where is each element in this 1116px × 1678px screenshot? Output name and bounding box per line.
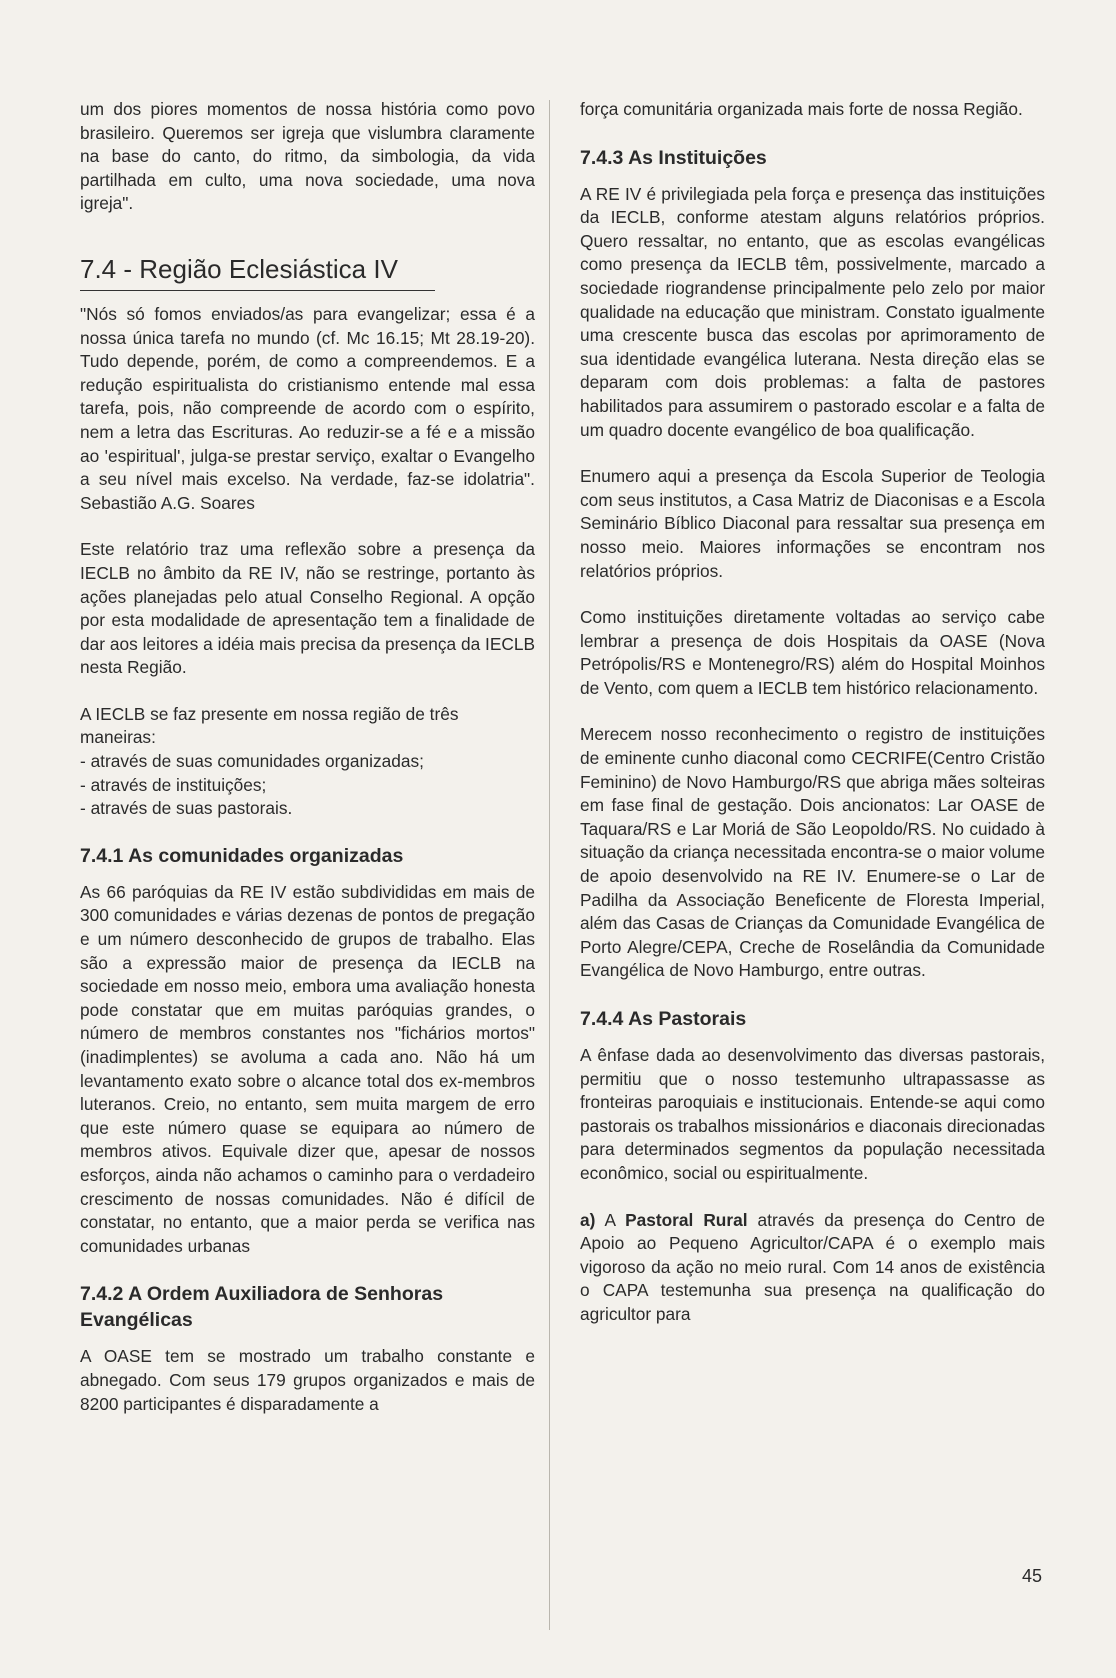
- section-heading-region: 7.4 - Região Eclesiástica IV: [80, 254, 435, 291]
- continued-paragraph: força comunitária organizada mais forte de nossa Região.: [580, 99, 1023, 119]
- heading-7-4-2: 7.4.2 A Ordem Auxiliadora de Senhoras Evangélicas: [80, 1283, 444, 1332]
- heading-7-4-3: 7.4.3 As Instituições: [580, 146, 767, 169]
- item-label: a): [580, 1209, 596, 1230]
- list-item: - através de suas pastorais.: [80, 797, 535, 821]
- page-number: 45: [1022, 1566, 1043, 1586]
- quote-paragraph: "Nós só fomos enviados/as para evangelizar; essa é a nossa única tarefa no mundo (cf. Mc 16.15; Mt 28.19-20). Tudo depende, porém, de como a compreendemos. E a redução espiritualista do cristianismo entende mal essa tarefa, pois, não compreende de acordo com o espírito, nem a letra das Escrituras. Ao reduzir-se a fé e a missão ao 'espiritual', julga-se prestar serviço, exaltar o Evangelho a seu nível mais excelso. Na verdade, faz-se idolatria". Sebastião A.G. Soares: [80, 303, 535, 513]
- right-column: [580, 98, 1045, 1350]
- intro-paragraph: um dos piores momentos de nossa história como povo brasileiro. Queremos ser igreja que vislumbra claramente na base do canto, do ritmo, da simbologia, da vida partilhada em culto, uma nova sociedade, uma nova igreja".: [80, 99, 535, 214]
- rural-pastoral-paragraph: [580, 1209, 1045, 1327]
- paragraph-7-4-1: As 66 paróquias da RE IV estão subdivididas em mais de 300 comunidades e várias dezenas de pontos de pregação e um número desconhecido de grupos de trabalho. Elas são a expressão maior de presença da IECLB na sociedade em nosso meio, embora uma avaliação honesta pode constatar que em muitas paróquias grandes, o número de membros constantes nos "fichários mortos"(inadimplentes) se avoluma a cada ano. Não há um levantamento exato sobre o alcance total dos ex-membros luteranos. Creio, no entanto, sem muita margem de erro que este número quase se equipara ao número de membros ativos. Equivale dizer que, apesar de nossos esforços, ainda não achamos o caminho para o verdadeiro crescimento de nossas comunidades. Não é difícil de constatar, no entanto, que a maior perda se verifica nas comunidades urbanas: [80, 881, 535, 1256]
- article-text: A: [604, 1209, 616, 1230]
- list-item: - através de suas comunidades organizadas;: [80, 750, 535, 774]
- ways-list: [80, 750, 535, 821]
- ways-paragraph: A IECLB se faz presente em nossa região de três maneiras:: [80, 703, 459, 748]
- paragraph-7-4-2: A OASE tem se mostrado um trabalho constante e abnegado. Com seus 179 grupos organizados e mais de 8200 participantes é disparadamente a: [80, 1346, 535, 1414]
- paragraph-7-4-3-d: Merecem nosso reconhecimento o registro de instituições de eminente cunho diaconal como CECRIFE(Centro Cristão Feminino) de Novo Hamburgo/RS que abriga mães solteiras em fase final de gestação. Dois ancionatos: Lar OASE de Taquara/RS e Lar Moriá de São Leopoldo/RS. No cuidado à situação da criança necessitada encontra-se o maior volume de apoio desenvolvido na RE IV. Enumere-se o Lar de Padilha da Associação Beneficente de Floresta Imperial, além das Casas de Crianças da Comunidade Evangélica de Porto Alegre/CEPA, Creche de Roselândia da Comunidade Evangélica de Novo Hamburgo, entre outras.: [580, 724, 1045, 981]
- paragraph-7-4-3-a: A RE IV é privilegiada pela força e presença das instituições da IECLB, conforme atestam alguns relatórios próprios. Quero ressaltar, no entanto, que as escolas evangélicas como presença da IECLB têm, possivelmente, marcado a sociedade riograndense principalmente pelo zelo por maior qualidade na educação que ministram. Constato igualmente uma crescente busca das escolas por aprimoramento de sua identidade evangélica luterana. Nesta direção elas se deparam com dois problemas: a falta de pastores habilitados para assumirem o pastorado escolar e a falta de um quadro docente evangélico de boa qualificação.: [580, 183, 1045, 440]
- heading-7-4-1: 7.4.1 As comunidades organizadas: [80, 844, 404, 867]
- left-column: [80, 98, 535, 1439]
- rural-text: através da presença do Centro de Apoio ao Pequeno Agricultor/CAPA é o exemplo mais vigoroso da ação no meio rural. Com 14 anos de existência o CAPA testemunha sua presença na qualificação do agricultor para: [580, 1209, 1046, 1324]
- pastoral-rural-term: Pastoral Rural: [625, 1209, 748, 1230]
- report-paragraph: Este relatório traz uma reflexão sobre a presença da IECLB no âmbito da RE IV, não se restringe, portanto às ações planejadas pelo atual Conselho Regional. A opção por esta modalidade de apresentação tem a finalidade de dar aos leitores a idéia mais precisa da presença da IECLB nesta Região.: [80, 539, 535, 678]
- heading-7-4-4: 7.4.4 As Pastorais: [580, 1008, 747, 1030]
- paragraph-7-4-4: A ênfase dada ao desenvolvimento das diversas pastorais, permitiu que o nosso testemunho ultrapassasse as fronteiras paroquiais e institucionais. Entende-se aqui como pastorais os trabalhos missionários e diaconais direcionadas para determinados segmentos da população necessitada econômico, social ou espiritualmente.: [580, 1045, 1045, 1183]
- paragraph-7-4-3-c: Como instituições diretamente voltadas ao serviço cabe lembrar a presença de dois Hospitais da OASE (Nova Petrópolis/RS e Montenegro/RS) além do Hospital Moinhos de Vento, com quem a IECLB tem histórico relacionamento.: [580, 607, 1045, 698]
- paragraph-7-4-3-b: Enumero aqui a presença da Escola Superior de Teologia com seus institutos, a Casa Matriz de Diaconisas e a Escola Seminário Bíblico Diaconal para ressaltar sua presença em nosso meio. Maiores informações se encontram nos relatórios próprios.: [580, 466, 1045, 581]
- list-item: - através de instituições;: [80, 774, 535, 798]
- column-divider: [549, 100, 550, 1630]
